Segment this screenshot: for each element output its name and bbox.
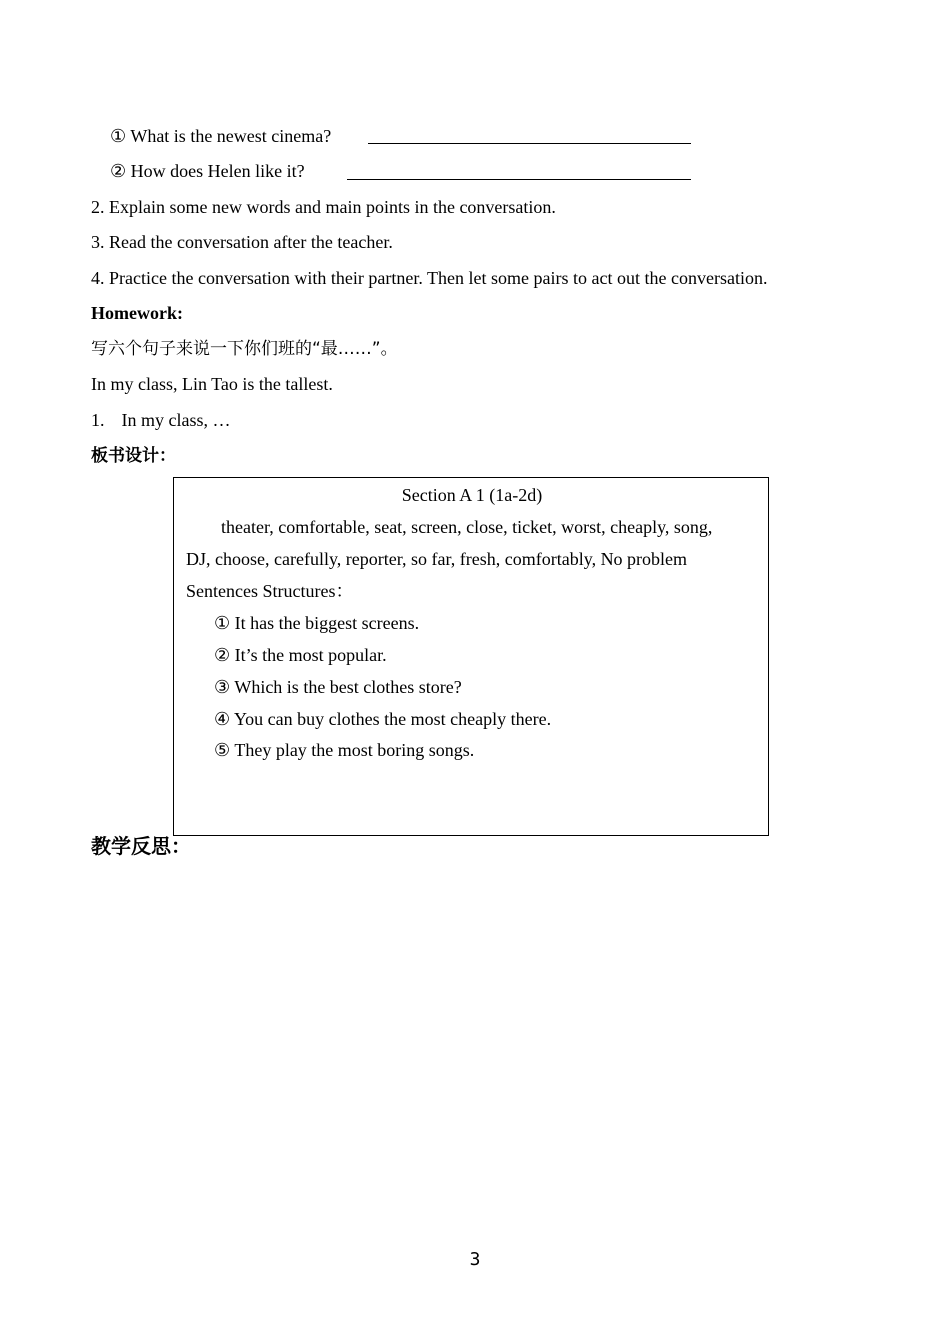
- step-3: 3. Read the conversation after the teacher.: [91, 232, 393, 252]
- sentence-text: It has the biggest screens.: [234, 613, 420, 633]
- board-sentence-1: [214, 612, 419, 634]
- homework-item-text: In my class, …: [121, 410, 231, 430]
- sentence-text: Which is the best clothes store?: [234, 677, 462, 697]
- step-4: 4. Practice the conversation with their partner. Then let some pairs to act out the conversation.: [91, 268, 768, 288]
- page-number: 3: [469, 1249, 481, 1270]
- homework-example: In my class, Lin Tao is the tallest.: [91, 374, 333, 394]
- sentence-marker: ④: [214, 709, 231, 729]
- board-sentence-3: [214, 676, 462, 698]
- sentence-marker: ⑤: [214, 740, 231, 760]
- board-sentence-5: [214, 739, 474, 761]
- sentence-marker: ②: [214, 645, 231, 665]
- board-title: Section A 1 (1a-2d): [401, 485, 543, 505]
- sentence-marker: ①: [214, 613, 231, 633]
- sentence-text: They play the most boring songs.: [234, 740, 475, 760]
- question-text: How does Helen like it?: [130, 161, 305, 181]
- board-vocab-line-2: DJ, choose, carefully, reporter, so far, fresh, comfortably, No problem: [186, 549, 688, 569]
- board-sentence-4: [214, 708, 551, 730]
- homework-item: [91, 409, 230, 431]
- sentence-text: It’s the most popular.: [234, 645, 387, 665]
- answer-blank-1: [368, 143, 691, 144]
- sentence-text: You can buy clothes the most cheaply there.: [233, 709, 552, 729]
- question-marker: ②: [110, 161, 127, 181]
- answer-blank-2: [347, 179, 691, 180]
- homework-item-number: 1.: [91, 410, 105, 430]
- board-design-heading: 板书设计：: [91, 446, 176, 466]
- step-2: 2. Explain some new words and main points in the conversation.: [91, 197, 556, 217]
- question-1: [110, 125, 331, 147]
- homework-heading: Homework:: [91, 303, 183, 323]
- board-sentence-2: [214, 644, 387, 666]
- sentence-marker: ③: [214, 677, 231, 697]
- reflection-heading: 教学反思：: [91, 834, 191, 858]
- question-text: What is the newest cinema?: [130, 126, 332, 146]
- board-vocab-line-1: theater, comfortable, seat, screen, close, ticket, worst, cheaply, song,: [221, 517, 713, 537]
- board-structures-label: Sentences Structures：: [186, 581, 354, 601]
- question-marker: ①: [110, 126, 127, 146]
- homework-instruction: 写六个句子来说一下你们班的“最……”。: [91, 339, 398, 359]
- board-design-box: [173, 477, 769, 836]
- question-2: [110, 160, 305, 182]
